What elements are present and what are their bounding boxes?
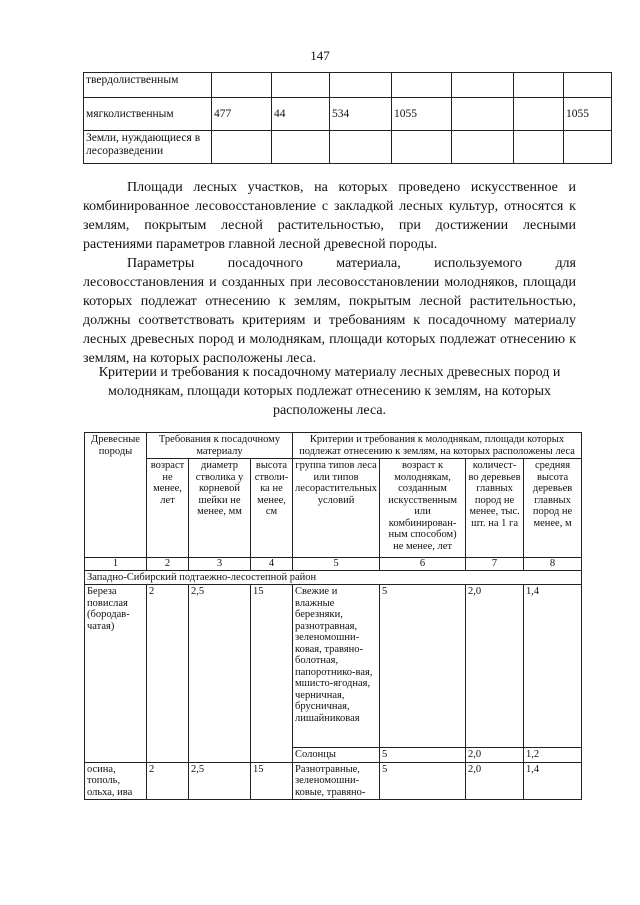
diameter-cell: 2,5: [189, 762, 251, 800]
table-cell: 44: [272, 98, 330, 131]
table-cell: [564, 131, 612, 164]
header-species: Древесные породы: [85, 433, 147, 558]
col-number: 2: [147, 558, 189, 571]
subheader: диаметр стволика у корневой шейки не менее, мм: [189, 459, 251, 558]
row-label: мягколиственным: [84, 98, 212, 131]
table-cell: [564, 73, 612, 98]
young-age-cell: 5: [380, 762, 466, 800]
table-cell: [272, 73, 330, 98]
table-cell: [330, 73, 392, 98]
table-cell: [212, 131, 272, 164]
col-number: 5: [293, 558, 380, 571]
subheader: количест-во деревьев главных пород не менее, тыс. шт. на 1 га: [466, 459, 524, 558]
height-cell: 15: [251, 585, 293, 763]
age-cell: 2: [147, 762, 189, 800]
row-label: твердолиственным: [84, 73, 212, 98]
young-age-cell: 5: [380, 585, 466, 748]
subheader: высота стволи-ка не менее, см: [251, 459, 293, 558]
diameter-cell: 2,5: [189, 585, 251, 763]
table-row: [85, 585, 582, 748]
table-row: [84, 131, 612, 164]
table-cell: [452, 73, 514, 98]
table-cell: [514, 73, 564, 98]
table-cell: [392, 131, 452, 164]
avg-height-cell: 1,2: [524, 748, 582, 763]
table-subheader-row: [85, 459, 582, 558]
table-cell: 1055: [392, 98, 452, 131]
tree-count-cell: 2,0: [466, 748, 524, 763]
age-cell: 2: [147, 585, 189, 763]
table-row: [85, 762, 582, 800]
col-number: 3: [189, 558, 251, 571]
species-cell: Береза повислая (бородав-чатая): [85, 585, 147, 763]
subheader: средняя высота деревьев главных пород не менее, м: [524, 459, 582, 558]
subheader: группа типов леса или типов лесорастительных условий: [293, 459, 380, 558]
avg-height-cell: 1,4: [524, 762, 582, 800]
forest-type-cell: Разнотравные, зеленомошни-ковые, травяно-: [293, 762, 380, 800]
tree-count-cell: 2,0: [466, 585, 524, 748]
subheader: возраст не менее, лет: [147, 459, 189, 558]
column-number-row: [85, 558, 582, 571]
paragraph: Параметры посадочного материала, используемого для лесовосстановления и созданных при лесовосстановлении молодняков, площади которых подлежат отнесению к землям, покрытым лесной растительностью, должны соответствовать критериям и требованиям к посадочному материалу лесных древесных пород и молоднякам, площади которых подлежат отнесению к землям, на которых расположены леса.: [83, 256, 576, 366]
forest-type-cell: Солонцы: [293, 748, 380, 763]
col-number: 6: [380, 558, 466, 571]
row-label: Земли, нуждающиеся в лесоразведении: [84, 131, 212, 164]
table-cell: [272, 131, 330, 164]
paragraph: Площади лесных участков, на которых проведено искусственное и комбинированное лесовосстановление с закладкой лесных культур, относятся к землям, покрытым лесной растительностью, при достижении лесными растениями параметров главной лесной древесной породы.: [83, 180, 576, 252]
page-number: 147: [310, 48, 330, 63]
table-cell: 1055: [564, 98, 612, 131]
table-cell: [514, 98, 564, 131]
species-cell: осина, тополь, ольха, ива: [85, 762, 147, 800]
avg-height-cell: 1,4: [524, 585, 582, 748]
table-row: [84, 98, 612, 131]
tree-count-cell: 2,0: [466, 762, 524, 800]
col-number: 7: [466, 558, 524, 571]
table-header-row: [85, 433, 582, 459]
young-age-cell: 5: [380, 748, 466, 763]
table-cell: [452, 131, 514, 164]
col-number: 8: [524, 558, 582, 571]
subheader: возраст к молоднякам, созданным искусственным или комбинирован-ным способом) не менее, лет: [380, 459, 466, 558]
header-young-stand: Критерии и требования к молоднякам, площади которых подлежат отнесению к землям, на которых расположены леса: [293, 433, 582, 459]
header-seedling: Требования к посадочному материалу: [147, 433, 293, 459]
criteria-table: [84, 432, 582, 800]
table-cell: [452, 98, 514, 131]
region-row: [85, 570, 582, 585]
region-label: Западно-Сибирский подтаежно-лесостепной район: [85, 570, 582, 585]
height-cell: 15: [251, 762, 293, 800]
forest-type-cell: Свежие и влажные березняки, разнотравная, зеленомошни-ковая, травяно-болотная, папоротнико-вая, мшисто-ягодная, черничная, брусничная, лишайниковая: [293, 585, 380, 748]
table-cell: [330, 131, 392, 164]
table-cell: [514, 131, 564, 164]
col-number: 4: [251, 558, 293, 571]
table-cell: 477: [212, 98, 272, 131]
table-cell: 534: [330, 98, 392, 131]
body-text: [83, 178, 576, 368]
table-cell: [392, 73, 452, 98]
table-row: [84, 73, 612, 98]
land-category-table: [83, 72, 612, 164]
section-title: Критерии и требования к посадочному материалу лесных древесных пород и молоднякам, площади которых подлежат отнесению к землям, на которых расположены леса.: [98, 365, 561, 418]
col-number: 1: [85, 558, 147, 571]
table-cell: [212, 73, 272, 98]
